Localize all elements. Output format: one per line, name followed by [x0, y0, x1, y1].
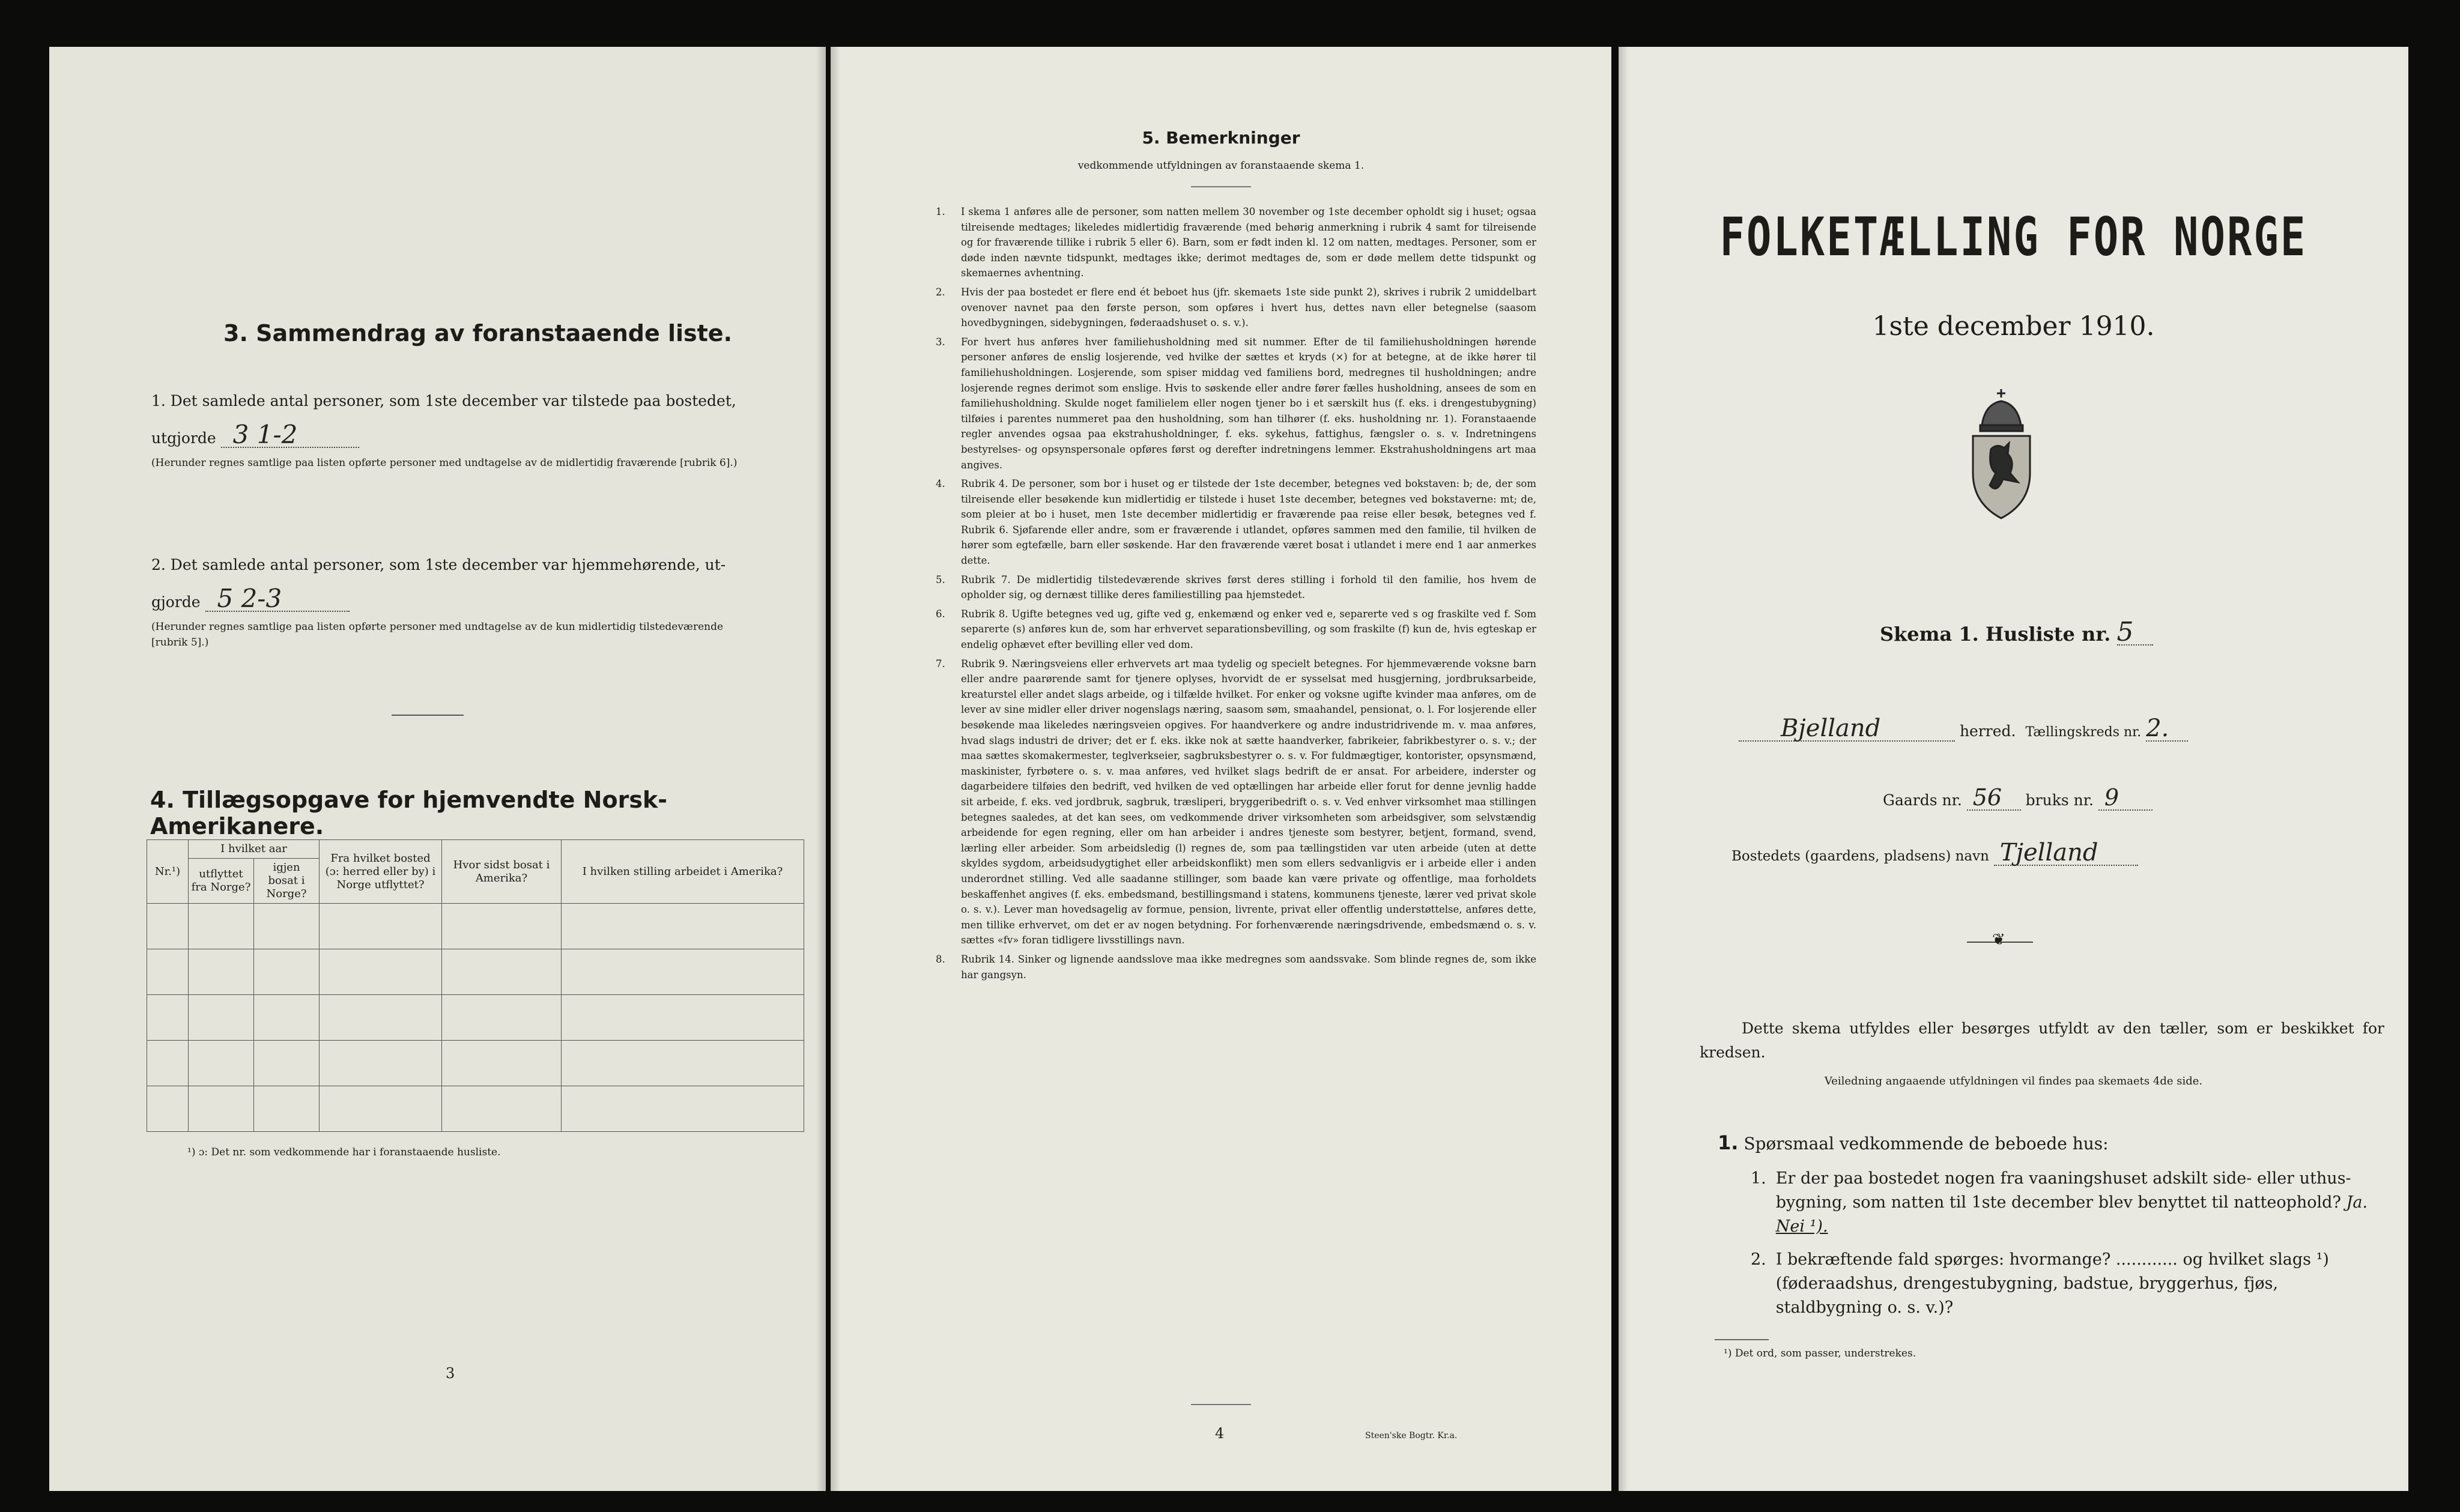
note-item: 7. Rubrik 9. Næringsveiens eller erhvervets art maa tydelig og specielt betegnes. For hjemmeværende voksne barn eller andre paarørende samt for tjenere oplyses, hvorvidt de er sysselsat med husgjerning, jordbruksarbeide, kreaturstel eller andet slags arbeide, og i tilfælde hvilket. For enker og voksne ugifte kvinder maa anføres, om de lever av sine midler eller driver nogenslags næring, saasom søm, smaahandel, pensionat, o. l. For losjerende eller besøkende maa likeledes næringsveien opgives. For haandverkere og andre industridrivende m. v. maa anføres, hvad slags industri de driver; det er f. eks. ikke nok at sætte haandverker, fabrikeier, fabrikbestyrer o. s. v.; der maa sættes skomakermester, teglverkseier, sagbruksbestyrer o. s. v. For fuldmægtiger, kontorister, opsynsmænd, maskinister, fyrbøtere o. s. v. maa anføres, ved hvilket slags bedrift de er ansat. For arbeidere, inderster og dagarbeidere tilføies den bedrift, ved hvilken de ved optællingen har arbeide eller forut for denne jevnlig hadde sit arbeide, f. eks. ved jordbruk, sagbruk, træsliperi, bryggeribedrift o. s. v. Ved enhver virksomhet maa stillingen betegnes saaledes, at det kan sees, om vedkommende driver virksomheten som arbeidsgiver, som selvstændig arbeidende for egen regning, eller om han arbeider i andres tjeneste som bestyrer, betjent, formand, svend, lærling eller arbeider. Som arbeidsledig (l) regnes de, som paa tællingstiden var uten arbeide (uten at dette skyldes sygdom, arbeidsudygtighet eller arbeidskonflikt) men som ellers sedvanligvis er i arbeide eller i anden underordnet stilling. Ved alle saadanne stillinger, som baade kan være private og offentlige, maa forholdets beskaffenhet angives (f. eks. embedsmand, bestillingsmand i statens, kommunens tjeneste, lærer ved privat skole o. s. v.). Lever man hovedsagelig av formue, pension, livrente, privat eller offentlig understøttelse, anføres dette, men tillike erhvervet, om det er av nogen betydning. For forhenværende næringsdrivende, embedsmænd o. s. v. sættes «fv» foran tidligere livsstillings navn.	[936, 658, 1536, 946]
remarks-notes	[936, 204, 1536, 986]
husliste-nr: 5	[2117, 620, 2153, 646]
item1-note: (Herunder regnes samtlige paa listen opførte personer med undtagelse av de midlertidig fraværende [rubrik 6].)	[151, 457, 738, 469]
section3-item2	[151, 553, 776, 650]
table-row	[147, 1041, 804, 1086]
table-row	[147, 1086, 804, 1132]
kreds-value: 2.	[2146, 716, 2188, 742]
divider	[1191, 186, 1251, 187]
col-group: I hvilket aar	[189, 840, 320, 859]
bruks-label: bruks nr.	[2025, 791, 2094, 809]
form-date: 1ste december 1910.	[1872, 311, 2155, 342]
remarks-subtitle: vedkommende utfyldningen av foranstaaende skema 1.	[1077, 160, 1365, 172]
instruction: Dette skema utfyldes eller besørges utfyldt av den tæller, som er beskikket for kredsen.	[1700, 1020, 2384, 1061]
remarks-title: 5. Bemerkninger	[1142, 128, 1300, 148]
note-item: 1. I skema 1 anføres alle de personer, som natten mellem 30 november og 1ste december opholdt sig i huset; ogsaa tilreisende medtages; likeledes midlertidig fraværende (med behørig anmerkning i rubrik 4 samt for tilreisende og for fraværende tillike i rubrik 5 eller 6). Barn, som er født inden kl. 12 om natten, medtages. Personer, som er døde inden nævnte tidspunkt, medtages ikke; derimot medtages de, som er døde mellem dette tidspunkt og skemaernes avhentning.	[936, 206, 1536, 279]
middle-page	[831, 47, 1611, 1491]
instruction-small: Veiledning angaaende utfyldningen vil findes paa skemaets 4de side.	[1824, 1075, 2203, 1087]
col-igjen: igjen bosat i Norge?	[254, 859, 320, 904]
table-row	[147, 949, 804, 995]
item2-prefix: gjorde	[151, 593, 201, 611]
bosted-row	[1731, 841, 2138, 868]
item1-prefix: utgjorde	[151, 429, 216, 447]
item1-text: 1. Det samlede antal personer, som 1ste december var tilstede paa bostedet,	[151, 392, 736, 410]
kreds-label: Tællingskreds nr.	[2025, 725, 2142, 740]
section3-item1	[151, 389, 776, 471]
col-stilling: I hvilken stilling arbeidet i Amerika?	[562, 840, 804, 904]
item1-value: 3 1-2	[221, 423, 359, 448]
norsk-amerikanere-table	[147, 839, 804, 1132]
bruks-value: 9	[2098, 785, 2152, 811]
coat-of-arms-icon	[1961, 383, 2042, 524]
item2-value: 5 2-3	[205, 587, 350, 612]
answer-ja: Ja.	[2346, 1193, 2368, 1212]
divider	[1191, 1404, 1251, 1405]
section4-footnote: ¹) ɔ: Det nr. som vedkommende har i foranstaaende husliste.	[187, 1146, 501, 1158]
gaards-value: 56	[1967, 785, 2021, 811]
schema-label: Skema 1. Husliste nr.	[1880, 623, 2111, 646]
note-item: 3. For hvert hus anføres hver familiehusholdning med sit nummer. Efter de til familiehusholdningen hørende personer anføres de enslig losjerende, ved hvilke der sættes et kryds (×) for at betegne, at de ikke hører til familiehusholdningen. Losjerende, som spiser middag ved familiens bord, medregnes til husholdningen; andre losjerende regnes derimot som enslige. Hvis to søskende eller andre fører fælles husholdning, ansees de som en familiehusholdning. Skulde noget familielem eller nogen tjener bo i et særskilt hus (f. eks. i drengestubygning) tilføies i parentes nummeret paa den husholdning, som han tilhører (f. eks. husholdning nr. 1). Foranstaaende regler anvendes ogsaa paa ekstrahusholdninger, f. eks. sykehus, fattighus, fængsler o. s. v. Indretningens bestyrelses- og opsynspersonale opføres først og derefter indretningens lemmer. Ekstrahusholdningens art maa angives.	[936, 336, 1536, 471]
note-item: 2. Hvis der paa bostedet er flere end ét beboet hus (jfr. skemaets 1ste side punkt 2), skrives i rubrik 2 umiddelbart ovenover navnet paa den første person, som opføres i hvert hus, dettes navn eller betegnelse (saasom hovedbygningen, sidebygningen, føderaadshuset o. s. v.).	[936, 286, 1536, 329]
item2-text: 2. Det samlede antal personer, som 1ste december var hjemmehørende, ut-	[151, 556, 726, 573]
question-1: 1. Er der paa bostedet nogen fra vaaningshuset adskilt side- eller uthus-bygning, som natten til 1ste december blev benyttet til natteophold? Ja. Nei ¹).	[1751, 1169, 2368, 1236]
col-sidst: Hvor sidst bosat i Amerika?	[442, 840, 562, 904]
gaards-label: Gaards nr.	[1883, 791, 1962, 809]
page-fold-shadow	[831, 47, 840, 1491]
table-row	[147, 995, 804, 1041]
gaards-row	[1883, 785, 2152, 812]
bosted-value: Tjelland	[1994, 841, 2138, 866]
form-title: FOLKETÆLLING FOR NORGE	[1719, 206, 2307, 268]
page-number: 4	[1215, 1425, 1225, 1442]
item2-note: (Herunder regnes samtlige paa listen opførte personer med undtagelse av de kun midlertidig tilstedeværende [rubrik 5].)	[151, 621, 724, 649]
question-2: 2. I bekræftende fald spørges: hvormange? ............ og hvilket slags ¹) (føderaadshus, drengestubygning, badstue, bryggerhus, fjøs, staldbygning o. s. v.)?	[1751, 1250, 2329, 1317]
ornament-icon: ❦	[1992, 931, 2005, 949]
col-utflyttet: utflyttet fra Norge?	[189, 859, 254, 904]
page-fold-shadow	[1619, 47, 1628, 1491]
note-item: 5. Rubrik 7. De midlertidig tilstedeværende skrives først deres stilling i forhold til den familie, hos hvem de opholder sig, og dernæst tillike deres familiestilling paa hjemstedet.	[936, 573, 1536, 601]
answer-nei: Nei ¹).	[1775, 1217, 1828, 1236]
herred-value: Bjelland	[1739, 716, 1955, 742]
note-item: 6. Rubrik 8. Ugifte betegnes ved ug, gifte ved g, enkemænd og enker ved e, separerte ved s og fraskilte ved f. Som separerte (s) anføres kun de, som har erhvervet separationsbevilling, og som fraskilte (f) kun de, hvis egteskap er endelig ophævet efter bevilling eller ved dom.	[936, 608, 1536, 651]
right-footnote: ¹) Det ord, som passer, understrekes.	[1724, 1347, 1916, 1359]
col-fra: Fra hvilket bosted (ɔ: herred eller by) i Norge utflyttet?	[320, 840, 442, 904]
section4-title: 4. Tillægsopgave for hjemvendte Norsk-Amerikanere.	[150, 787, 667, 839]
col-nr: Nr.¹)	[147, 840, 189, 904]
herred-row	[1739, 716, 2188, 745]
page-number: 3	[446, 1365, 455, 1382]
questions-heading: 1. Spørsmaal vedkommende de beboede hus:	[1718, 1131, 2109, 1154]
note-item: 8. Rubrik 14. Sinker og lignende aandsslove maa ikke medregnes som aandssvake. Som blinde regnes de, som ikke har gangsyn.	[936, 953, 1536, 981]
schema-label-row	[1880, 617, 2153, 647]
herred-label: herred.	[1959, 722, 2016, 740]
section3-title: 3. Sammendrag av foranstaaende liste.	[223, 320, 733, 346]
left-page	[49, 47, 826, 1491]
divider	[392, 715, 464, 716]
page-fold-shadow	[816, 47, 826, 1491]
divider	[1715, 1339, 1769, 1340]
bosted-label: Bostedets (gaardens, pladsens) navn	[1731, 848, 1989, 864]
printer-mark: Steen'ske Bogtr. Kr.a.	[1365, 1431, 1458, 1441]
table-row	[147, 904, 804, 949]
note-item: 4. Rubrik 4. De personer, som bor i huset og er tilstede der 1ste december, betegnes ved bokstaven: b; de, der som tilreisende eller besøkende kun midlertidig er tilstede i huset 1ste december, betegnes ved bokstaverne: mt; de, som pleier at bo i huset, men 1ste december midlertidig er fraværende paa reise eller besøk, betegnes ved f. Rubrik 6. Sjøfarende eller andre, som er fraværende i utlandet, opføres sammen med den familie, til hvilken de hører som egtefælle, barn eller søskende. Har den fraværende været bosat i utlandet i mere end 1 aar anmerkes dette.	[936, 478, 1536, 567]
right-page	[1619, 47, 2408, 1491]
